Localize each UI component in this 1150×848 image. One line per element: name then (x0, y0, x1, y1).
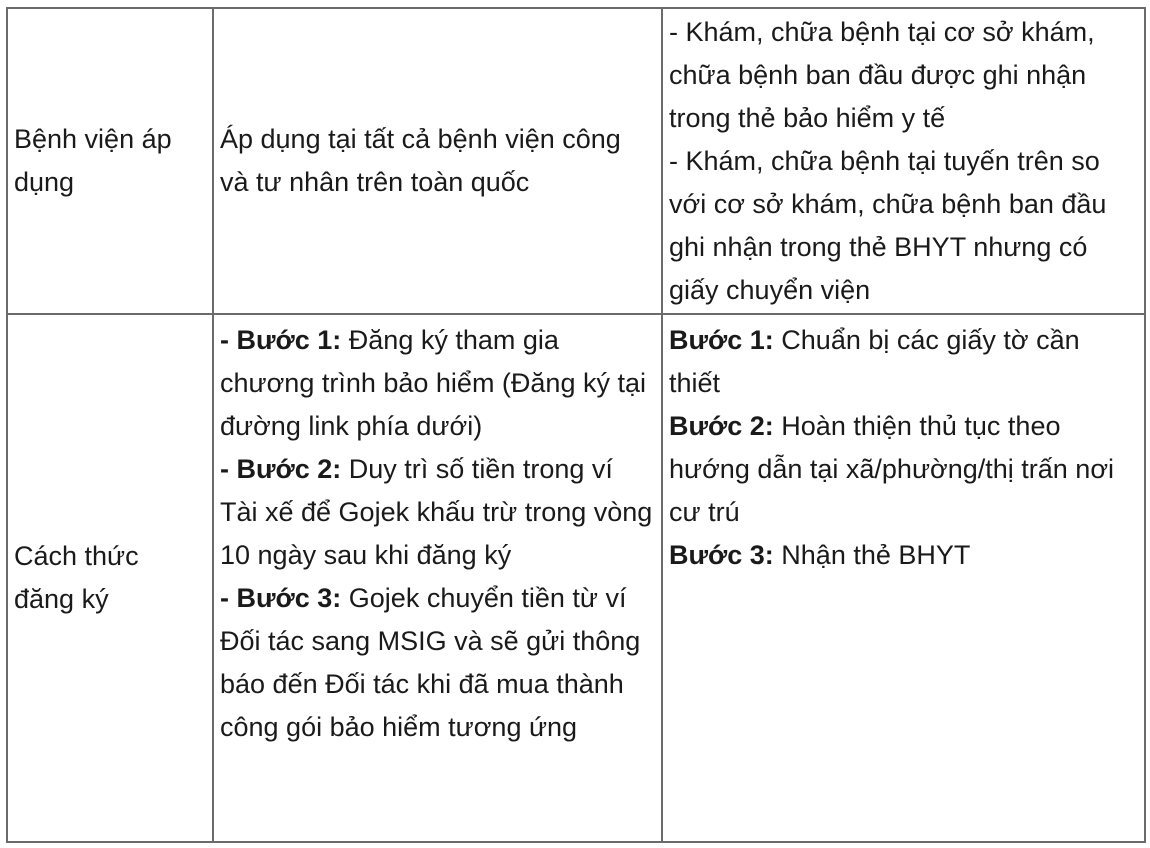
step-prefix: - (220, 325, 237, 355)
step-text: Chuẩn bị các giấy tờ cần thiết (669, 325, 1080, 398)
step-label: Bước 2: (236, 454, 342, 484)
table-row-registration (7, 314, 1145, 842)
gojek-step-2 (220, 448, 655, 577)
bhyt-step-2 (669, 405, 1138, 534)
step-text: Duy trì số tiền trong ví Tài xế để Gojek khấu trừ trong vòng 10 ngày sau khi đăng ký (220, 454, 653, 570)
step-label: Bước 2: (669, 411, 774, 441)
step-text: Gojek chuyển tiền từ ví Đối tác sang MSIG và sẽ gửi thông báo đến Đối tác khi đã mua thành công gói bảo hiểm tương ứng (220, 583, 641, 742)
bhyt-hospitals-line-1: - Khám, chữa bệnh tại cơ sở khám, chữa bệnh ban đầu được ghi nhận trong thẻ bảo hiểm y tế (669, 16, 1095, 133)
gojek-step-1 (220, 319, 655, 448)
row-label-registration: Cách thức đăng ký (7, 314, 213, 842)
row-label-hospitals: Bệnh viện áp dụng (7, 8, 213, 314)
comparison-table (6, 7, 1146, 843)
step-label: Bước 3: (669, 540, 774, 570)
step-label: Bước 3: (236, 583, 342, 613)
bhyt-step-1 (669, 319, 1138, 405)
bhyt-hospitals-cell (662, 8, 1145, 314)
step-prefix: - (220, 454, 237, 484)
table-row-hospitals (7, 8, 1145, 314)
gojek-step-3 (220, 577, 655, 749)
bhyt-step-3 (669, 534, 1138, 577)
gojek-registration-cell (213, 314, 662, 842)
step-label: Bước 1: (669, 325, 774, 355)
step-text: Đăng ký tham gia chương trình bảo hiểm (Đăng ký tại đường link phía dưới) (220, 325, 646, 441)
gojek-hospitals-cell: Áp dụng tại tất cả bệnh viện công và tư nhân trên toàn quốc (213, 8, 662, 314)
step-label: Bước 1: (236, 325, 342, 355)
bhyt-registration-cell (662, 314, 1145, 842)
step-prefix: - (220, 583, 237, 613)
bhyt-hospitals-line-2: - Khám, chữa bệnh tại tuyến trên so với cơ sở khám, chữa bệnh ban đầu ghi nhận trong thẻ BHYT nhưng có giấy chuyển viện (669, 145, 1107, 305)
step-text: Nhận thẻ BHYT (773, 540, 971, 570)
step-text: Hoàn thiện thủ tục theo hướng dẫn tại xã/phường/thị trấn nơi cư trú (669, 411, 1115, 527)
